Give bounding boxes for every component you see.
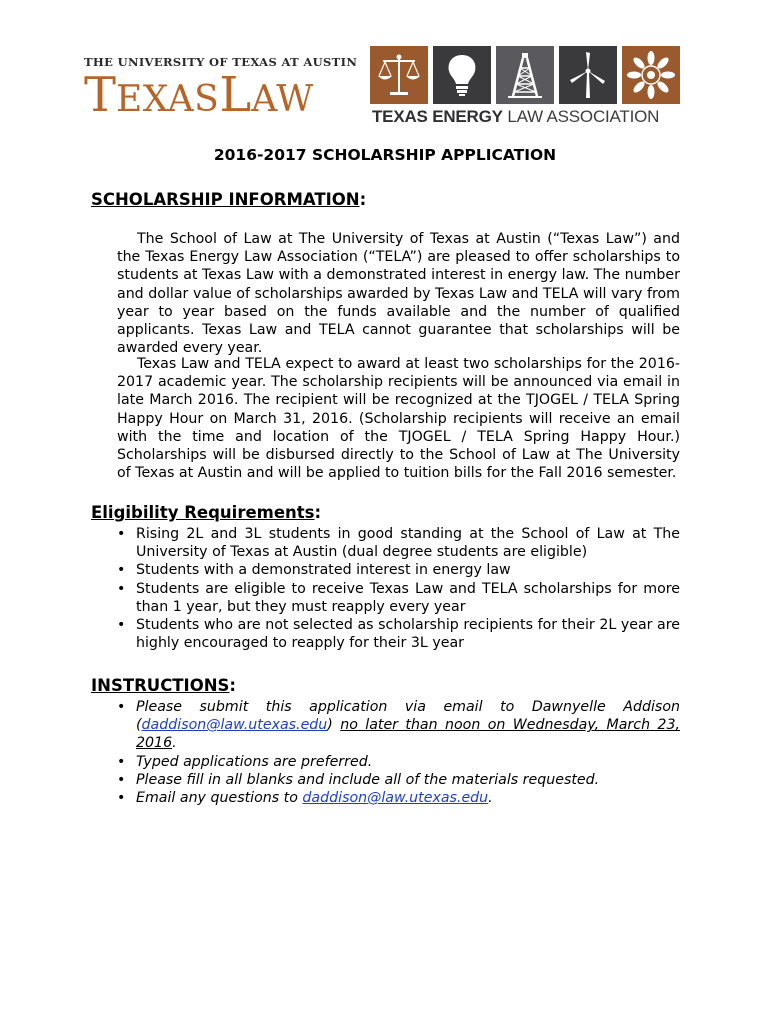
scholarship-paragraph-1: The School of Law at The University of Texas at Austin (“Texas Law”) and the Texas Energy Law Association (“TELA”) are pleased to offer scholarships to students at Texas Law with a demonstrated interest in energy law. The number and dollar value of scholarships awarded by Texas Law and TELA will vary from year to year based on the funds available and the number of qualified applicants. Texas Law and TELA cannot guarantee that scholarships will be awarded every year.: [117, 231, 680, 357]
list-item: • Rising 2L and 3L students in good standing at the School of Law at The University of Texas at Austin (dual degree students are eligible): [117, 526, 680, 561]
oil-derrick-icon: [496, 46, 554, 104]
sunflower-icon: [622, 46, 680, 104]
list-item: • Typed applications are preferred.: [117, 753, 373, 770]
list-item: • Students who are not selected as scholarship recipients for their 2L year are highly encouraged to reapply for their 3L year: [117, 617, 680, 652]
tela-logo: [370, 46, 682, 128]
scholarship-heading: SCHOLARSHIP INFORMATION:: [91, 190, 367, 209]
document-title: 2016-2017 SCHOLARSHIP APPLICATION: [213, 146, 557, 164]
eligibility-heading: Eligibility Requirements:: [91, 503, 322, 522]
light-bulb-icon: [433, 46, 491, 104]
scholarship-paragraph-2: Texas Law and TELA expect to award at least two scholarships for the 2016-2017 academic year. The scholarship recipients will be announced via email in late March 2016. The recipient will be recognized at the TJOGEL / TELA Spring Happy Hour on March 31, 2016. (Scholarship recipients will receive an email with the time and location of the TJOGEL / TELA Spring Happy Hour.) Scholarships will be disbursed directly to the School of Law at The University of Texas at Austin and will be applied to tuition bills for the Fall 2016 semester.: [117, 356, 680, 482]
list-item: • Students with a demonstrated interest in energy law: [117, 562, 511, 579]
tela-wordmark: TEXAS ENERGY LAW ASSOCIATION: [372, 107, 660, 126]
texas-law-wordmark: TEXASLAW: [84, 67, 314, 123]
list-item: • Students are eligible to receive Texas Law and TELA scholarships for more than 1 year, but they must reapply every year: [117, 580, 680, 615]
eligibility-list: [117, 525, 680, 652]
instructions-heading: INSTRUCTIONS:: [91, 676, 237, 695]
email-link[interactable]: daddison@law.utexas.edu: [141, 717, 328, 734]
deadline-text: no later than noon on Wednesday, March 23, 2016: [136, 717, 680, 752]
list-item: • Email any questions to daddison@law.utexas.edu.: [117, 790, 493, 807]
university-line: THE UNIVERSITY OF TEXAS AT AUSTIN: [84, 55, 358, 69]
texas-law-logo: [84, 55, 358, 123]
instructions-list: [117, 698, 680, 807]
tela-icon-tiles: [370, 46, 682, 106]
wind-turbine-icon: [559, 46, 617, 104]
list-item: • Please submit this application via email to Dawnyelle Addison (daddison@law.utexas.edu) no later than noon on Wednesday, March 23, 2016.: [117, 699, 680, 752]
list-item: • Please fill in all blanks and include all of the materials requested.: [117, 771, 600, 788]
email-link[interactable]: daddison@law.utexas.edu: [302, 790, 489, 807]
scales-of-justice-icon: [370, 46, 428, 104]
